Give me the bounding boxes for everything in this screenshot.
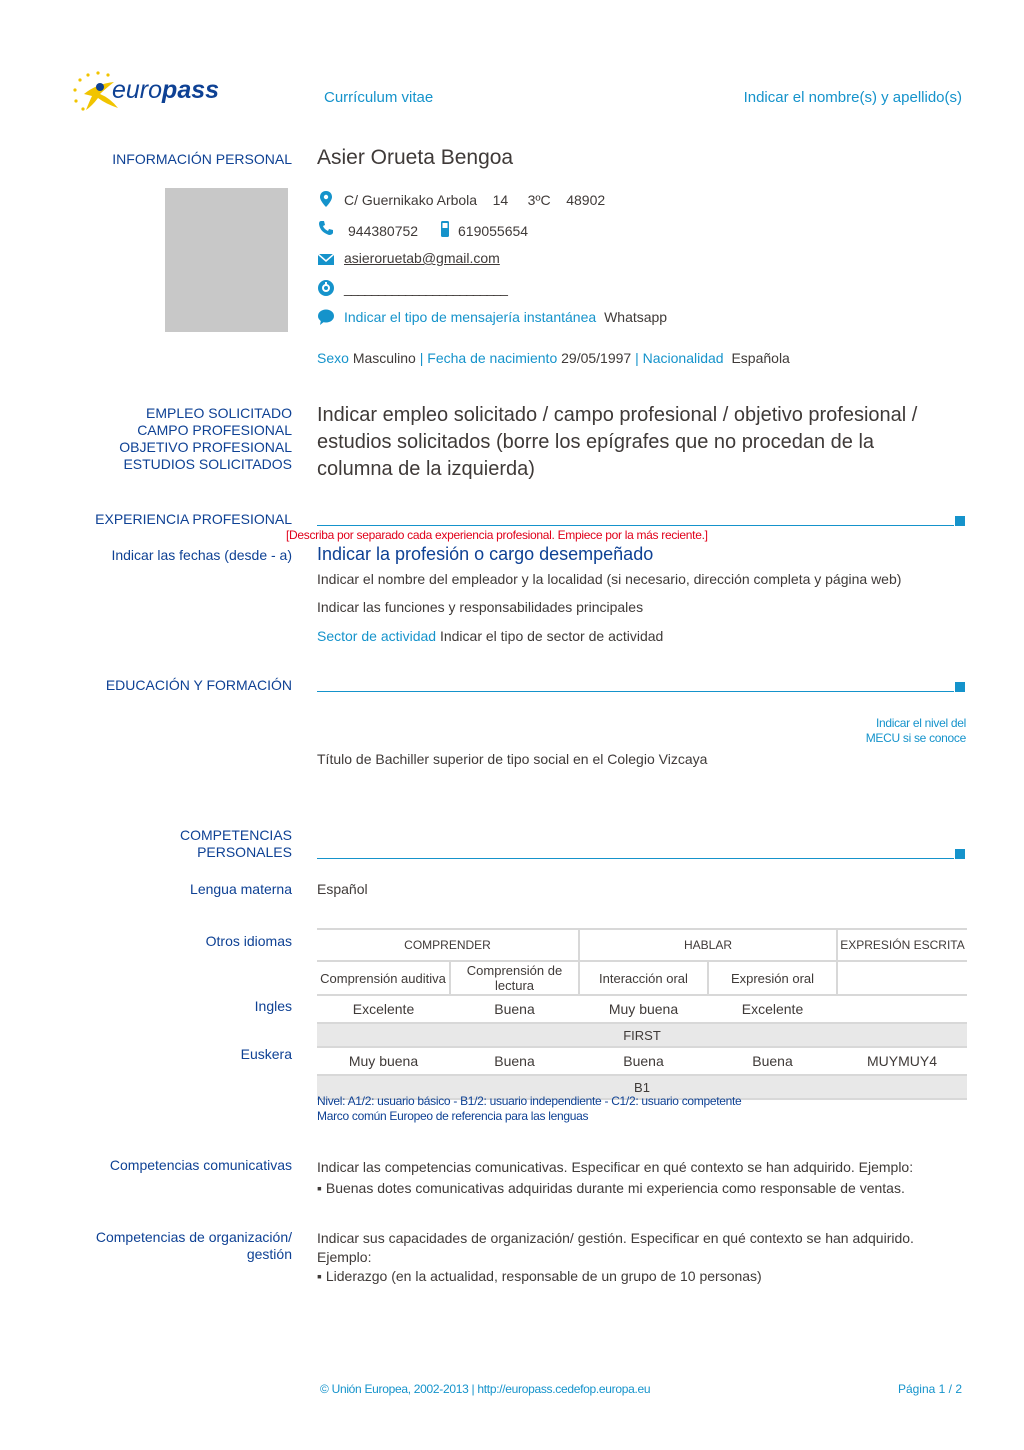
communication-line: Indicar las competencias comunicativas. Especificar en qué contexto se han adquirido. Ejemplo: <box>317 1159 914 1175</box>
header-hablar: HABLAR <box>579 929 837 961</box>
nationality-label: Nacionalidad <box>642 350 724 366</box>
education-section-label: EDUCACIÓN Y FORMACIÓN <box>105 677 292 693</box>
birth-value: 29/05/1997 <box>561 350 632 366</box>
subheader-empty <box>837 961 967 995</box>
europass-logo <box>70 70 220 116</box>
im-value: Whatsapp <box>604 309 668 325</box>
other-languages-label: Otros idiomas <box>205 933 292 949</box>
sex-label: Sexo <box>317 350 349 366</box>
subheader-lectura <box>450 961 579 995</box>
level-note-line: Marco común Europeo de referencia para las lenguas <box>317 1109 589 1123</box>
personal-details-line <box>317 350 790 367</box>
logo-text-euro: euro <box>112 76 163 104</box>
table-row <box>317 995 967 1023</box>
name-placeholder: Indicar el nombre(s) y apellido(s) <box>743 89 962 106</box>
level-cell: Excelente <box>352 1001 415 1017</box>
mecu-note <box>866 716 966 746</box>
section-rule-square <box>955 682 965 692</box>
communication-skills-label: Competencias comunicativas <box>109 1157 292 1173</box>
subheader-lectura-line: lectura <box>494 978 535 993</box>
level-cell: Muy buena <box>608 1001 679 1017</box>
objective-line: estudios solicitados (borre los epígrafes que no procedan de la <box>317 431 875 453</box>
objective-label-line: CAMPO PROFESIONAL <box>137 422 292 438</box>
logo-text-pass: pass <box>162 76 220 104</box>
experience-duties: Indicar las funciones y responsabilidades principales <box>317 599 644 615</box>
chat-bubble-icon <box>317 308 335 326</box>
language-table-header <box>317 929 967 961</box>
subheader-interaccion: Interacción oral <box>579 961 708 995</box>
level-cell: Buena <box>752 1053 793 1069</box>
language-name: Euskera <box>240 1046 292 1062</box>
footer-copyright: © Unión Europea, 2002-2013 | http://europass.cedefop.europa.eu <box>320 1382 651 1396</box>
communication-skills-text <box>317 1157 913 1199</box>
level-note-line: Nivel: A1/2: usuario básico - B1/2: usuario independiente - C1/2: usuario competente <box>317 1094 742 1108</box>
mecu-note-line: Indicar el nivel del <box>875 716 966 730</box>
language-table-subheader <box>317 961 967 995</box>
skills-label-line: COMPETENCIAS <box>179 827 292 843</box>
header-expresion-escrita: EXPRESIÓN ESCRITA <box>837 929 967 961</box>
experience-section-label: EXPERIENCIA PROFESIONAL <box>95 511 292 527</box>
email-link[interactable]: asieroruetab@gmail.com <box>344 250 500 266</box>
certificate-row <box>317 1023 967 1047</box>
objective-text <box>317 402 917 483</box>
website-icon <box>317 279 335 297</box>
mother-tongue-value: Español <box>317 881 368 897</box>
objective-label-line: EMPLEO SOLICITADO <box>146 405 292 421</box>
section-rule-square <box>955 516 965 526</box>
header-comprender: COMPRENDER <box>317 929 579 961</box>
certificate-cell: B1 <box>317 1075 967 1099</box>
organization-skills-text <box>317 1229 914 1286</box>
language-table <box>317 928 967 1100</box>
sector-value: Indicar el tipo de sector de actividad <box>439 628 664 644</box>
level-cell: Excelente <box>741 1001 804 1017</box>
skills-section-label <box>180 827 292 861</box>
table-row <box>317 1047 967 1075</box>
mecu-note-line: MECU si se conoce <box>865 731 966 745</box>
separator: | <box>635 350 639 366</box>
level-cell: Muy buena <box>348 1053 419 1069</box>
organization-label-line: Competencias de organización/ <box>95 1229 292 1245</box>
organization-skills-label <box>96 1229 292 1263</box>
experience-sector-line <box>317 628 663 645</box>
mobile-number: 619055654 <box>458 223 529 239</box>
skills-label-line: PERSONALES <box>197 844 292 860</box>
level-cell: Buena <box>494 1053 535 1069</box>
separator: | <box>419 350 424 366</box>
organization-label-line: gestión <box>246 1246 292 1262</box>
organization-line: ▪ Liderazgo (en la actualidad, responsable de un grupo de 10 personas) <box>317 1268 762 1284</box>
photo-placeholder <box>165 188 288 332</box>
experience-employer: Indicar el nombre del empleador y la localidad (si necesario, dirección completa y página web) <box>317 571 902 587</box>
phone-icon <box>317 219 335 237</box>
sector-label: Sector de actividad <box>317 628 437 644</box>
experience-position: Indicar la profesión o cargo desempeñado <box>317 544 654 564</box>
objective-line: Indicar empleo solicitado / campo profesional / objetivo profesional / <box>317 404 918 426</box>
objective-label-line: ESTUDIOS SOLICITADOS <box>123 456 292 472</box>
full-name: Asier Orueta Bengoa <box>317 146 514 169</box>
organization-line: Indicar sus capacidades de organización/ gestión. Especificar en qué contexto se han adquirido. <box>317 1230 914 1246</box>
experience-note: [Describa por separado cada experiencia profesional. Empiece por la más reciente.] <box>286 528 708 542</box>
experience-dates-label: Indicar las fechas (desde - a) <box>111 547 292 563</box>
section-rule <box>317 858 954 859</box>
subheader-auditiva: Comprensión auditiva <box>317 961 450 995</box>
section-rule-square <box>955 849 965 859</box>
mobile-icon <box>438 220 452 238</box>
objective-section-label <box>119 405 292 473</box>
birth-label: Fecha de nacimiento <box>427 350 558 366</box>
doc-title: Currículum vitae <box>324 89 434 106</box>
footer-page-number: Página 1 / 2 <box>897 1382 962 1396</box>
subheader-lectura-line: Comprensión de <box>466 963 563 978</box>
nationality-value: Española <box>731 350 790 366</box>
sex-value: Masculino <box>352 350 416 366</box>
subheader-expresion: Expresión oral <box>708 961 837 995</box>
education-title: Título de Bachiller superior de tipo social en el Colegio Vizcaya <box>317 751 708 767</box>
section-rule <box>317 525 954 526</box>
website-link[interactable]: ________________________ <box>344 280 507 296</box>
im-label: Indicar el tipo de mensajería instantánea <box>344 309 597 325</box>
level-note <box>317 1094 741 1124</box>
section-rule <box>317 691 954 692</box>
phone-number: 944380752 <box>348 223 419 239</box>
level-cell <box>837 995 967 1023</box>
objective-label-line: OBJETIVO PROFESIONAL <box>119 439 292 455</box>
communication-line: ▪ Buenas dotes comunicativas adquiridas durante mi experiencia como responsable de ventas. <box>317 1180 905 1196</box>
address: C/ Guernikako Arbola 14 3ºC 48902 <box>344 192 606 208</box>
level-cell: MUYMUY4 <box>866 1053 937 1069</box>
location-pin-icon <box>317 190 335 208</box>
level-cell: Buena <box>494 1001 535 1017</box>
organization-line: Ejemplo: <box>317 1249 372 1265</box>
objective-line: columna de la izquierda) <box>317 458 535 480</box>
language-name: Ingles <box>254 998 292 1014</box>
certificate-cell: FIRST <box>317 1023 967 1047</box>
email-icon <box>317 250 335 268</box>
mother-tongue-label: Lengua materna <box>190 881 292 897</box>
level-cell: Buena <box>623 1053 664 1069</box>
personal-section-label: INFORMACIÓN PERSONAL <box>112 151 292 167</box>
